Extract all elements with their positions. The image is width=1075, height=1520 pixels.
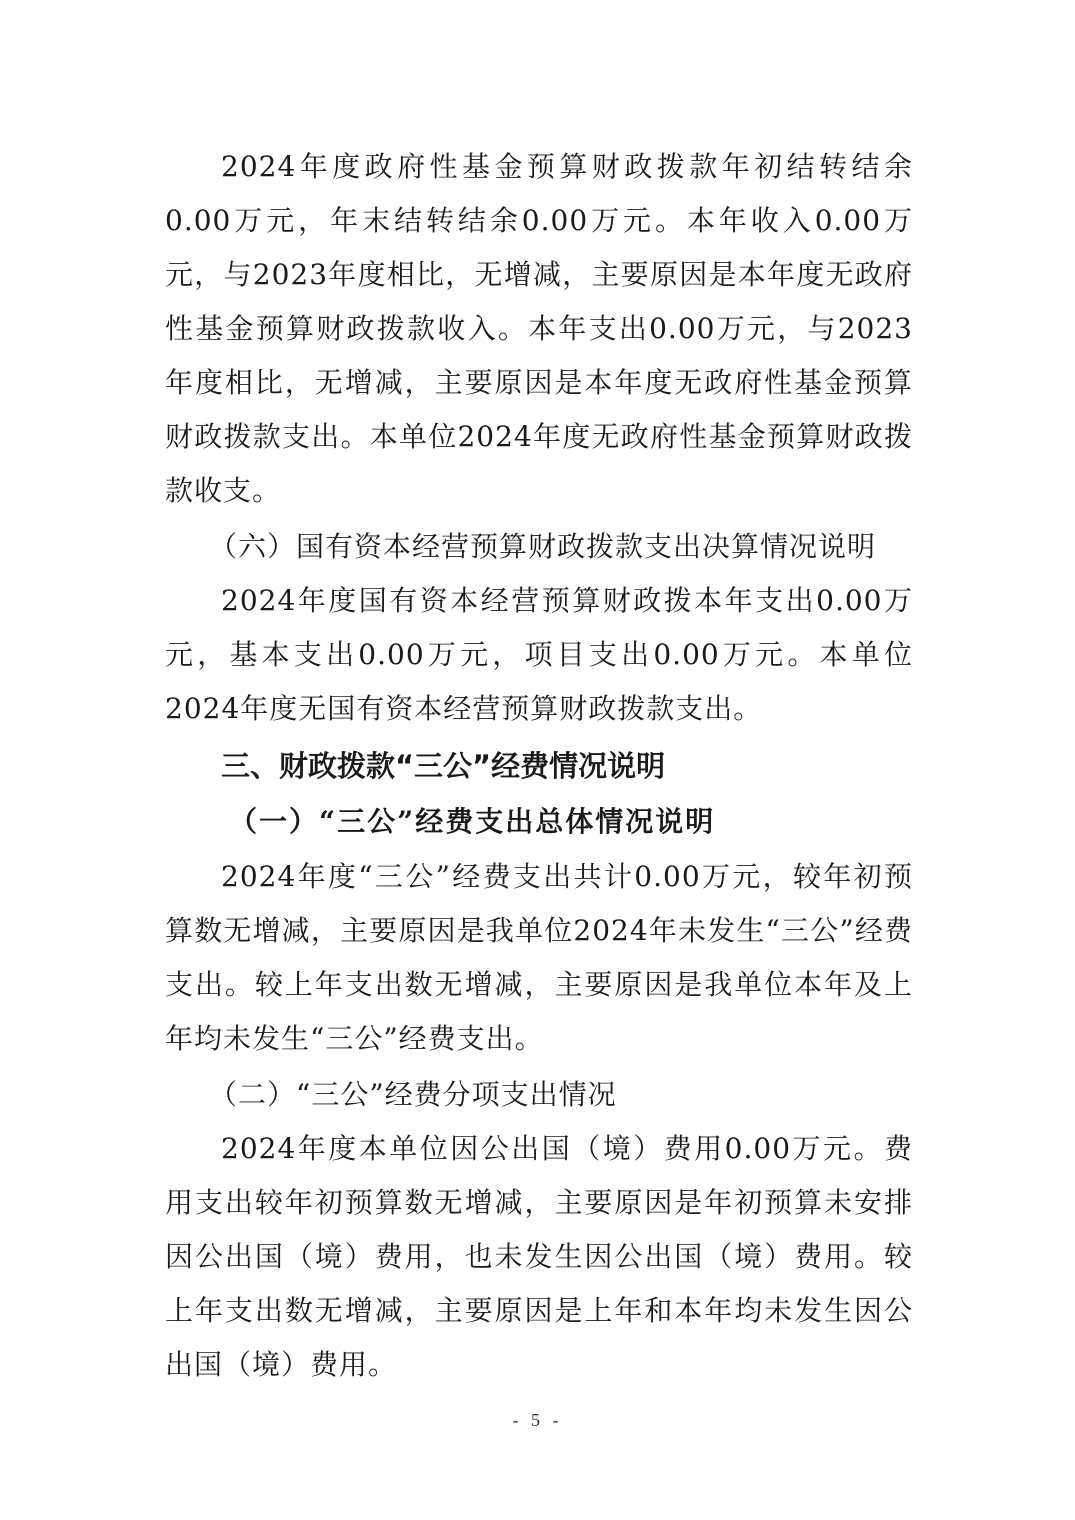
paragraph-overseas-travel: 2024年度本单位因公出国（境）费用0.00万元。费用支出较年初预算数无增减，主要原因是年初预算未安排因公出国（境）费用，也未发生因公出国（境）费用。较上年支出数无增减，主要原因是上年和本年均未发生因公出国（境）费用。 [165,1132,913,1381]
heading-three-public-expenses: 三、财政拨款“三公”经费情况说明 [221,749,666,783]
page-number: - 5 - [512,1410,563,1430]
heading-state-capital: （六）国有资本经营预算财政拨款支出决算情况说明 [209,530,877,563]
paragraph-overall-expenses: 2024年度“三公”经费支出共计0.00万元，较年初预算数无增减，主要原因是我单位2024年未发生“三公”经费支出。较上年支出数无增减，主要原因是我单位本年及上年均未发生“三公”经费支出。 [165,860,913,1055]
paragraph-government-fund: 2024年度政府性基金预算财政拨款年初结转结余0.00万元，年末结转结余0.00万元。本年收入0.00万元，与2023年度相比，无增减，主要原因是本年度无政府性基金预算财政拨款收入。本年支出0.00万元，与2023年度相比，无增减，主要原因是本年度无政府性基金预算财政拨款支出。本单位2024年度无政府性基金预算财政拨款收支。 [165,150,913,507]
document-body [165,140,913,1392]
heading-itemized-expenses: （二）“三公”经费分项支出情况 [209,1078,617,1111]
heading-overall-expenses: （一）“三公”经费支出总体情况说明 [229,805,716,838]
paragraph-state-capital: 2024年度国有资本经营预算财政拨本年支出0.00万元，基本支出0.00万元，项目支出0.00万元。本单位2024年度无国有资本经营预算财政拨款支出。 [165,584,913,725]
